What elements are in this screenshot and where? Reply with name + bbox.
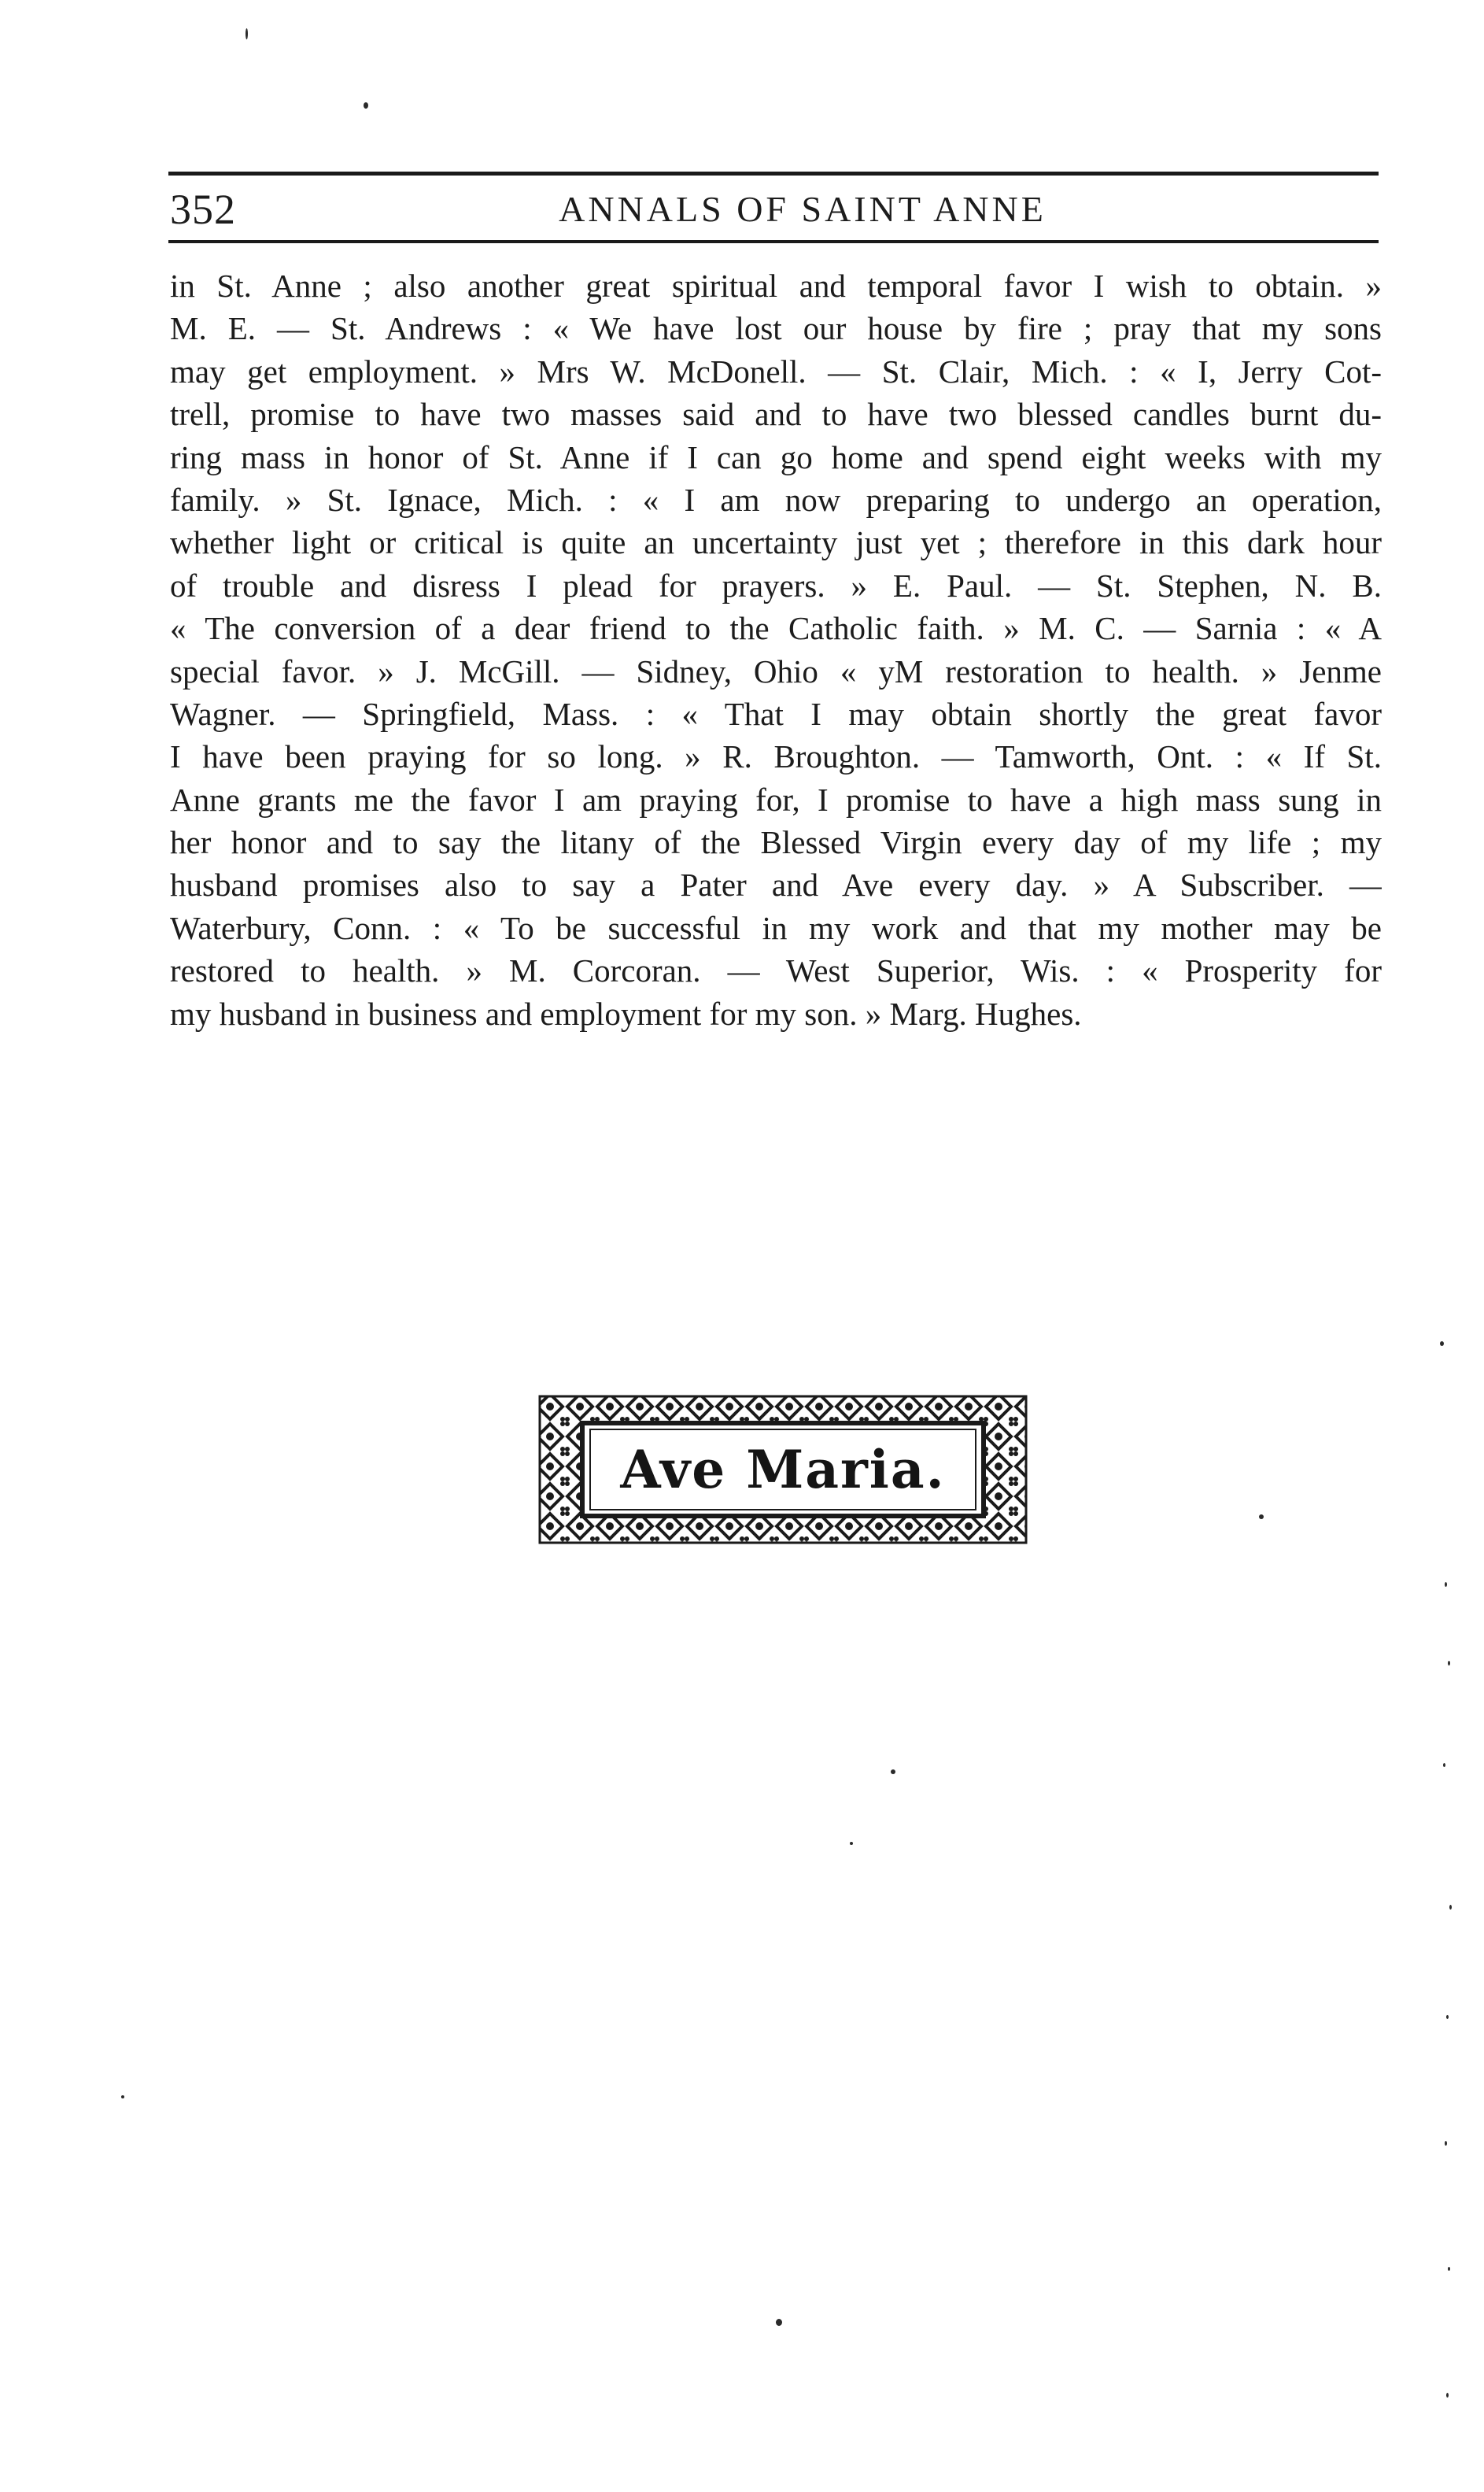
scan-speck <box>850 1842 853 1845</box>
text-line: whether light or critical is quite an uncertainty just yet ; therefore in this dark hour <box>170 524 1382 561</box>
text-line: husband promises also to say a Pater and Ave every day. » A Subscriber. — <box>170 867 1382 904</box>
text-line: her honor and to say the litany of the Blessed Virgin every day of my life ; my <box>170 824 1382 861</box>
text-line: Anne grants me the favor I am praying for, I promise to have a high mass sung in <box>170 781 1382 818</box>
scan-speck <box>1259 1514 1264 1519</box>
text-line: M. E. — St. Andrews : « We have lost our house by fire ; pray that my sons <box>170 310 1382 347</box>
scan-speck <box>891 1769 895 1774</box>
body-paragraph <box>170 264 1382 1035</box>
scan-speck <box>1448 2267 1450 2271</box>
ornament-title: Ave Maria. <box>620 1439 946 1500</box>
text-line: I have been praying for so long. » R. Broughton. — Tamworth, Ont. : « If St. <box>170 738 1382 775</box>
header-rule-top <box>168 172 1379 176</box>
text-line: Wagner. — Springfield, Mass. : « That I may obtain shortly the great favor <box>170 695 1382 732</box>
text-line: family. » St. Ignace, Mich. : « I am now preparing to undergo an operation, <box>170 481 1382 518</box>
text-line: trell, promise to have two masses said and to have two blessed candles burnt du- <box>170 396 1382 433</box>
scan-speck <box>364 102 368 109</box>
scan-speck <box>776 2319 782 2326</box>
text-line: special favor. » J. McGill. — Sidney, Ohio « yM restoration to health. » Jenme <box>170 653 1382 690</box>
header-rule-bottom <box>168 240 1379 243</box>
scan-speck <box>1448 1661 1450 1666</box>
text-line: my husband in business and employment for my son. » Marg. Hughes. <box>170 995 1082 1032</box>
scan-speck <box>1445 1582 1447 1587</box>
page-number: 352 <box>170 186 236 233</box>
text-line: restored to health. » M. Corcoran. — West Superior, Wis. : « Prosperity for <box>170 952 1382 989</box>
text-line: ring mass in honor of St. Anne if I can go home and spend eight weeks with my <box>170 438 1382 475</box>
scan-speck <box>1446 2015 1449 2019</box>
running-head: ANNALS OF SAINT ANNE <box>559 189 1047 229</box>
text-line: Waterbury, Conn. : « To be successful in my work and that my mother may be <box>170 909 1382 946</box>
ave-maria-ornament <box>535 1392 1031 1547</box>
scan-speck <box>1446 2393 1449 2398</box>
scan-speck <box>245 28 248 39</box>
scan-speck <box>1443 1763 1445 1767</box>
scan-speck <box>121 2095 124 2098</box>
scan-speck <box>1449 1905 1452 1910</box>
text-line: may get employment. » Mrs W. McDonell. — St. Clair, Mich. : « I, Jerry Cot- <box>170 353 1382 390</box>
text-line: in St. Anne ; also another great spiritual and temporal favor I wish to obtain. » <box>170 268 1382 304</box>
text-line: « The conversion of a dear friend to the Catholic faith. » M. C. — Sarnia : « A <box>170 610 1382 647</box>
scan-speck <box>1440 1341 1444 1346</box>
scan-speck <box>1445 2141 1447 2146</box>
text-line: of trouble and disress I plead for prayers. » E. Paul. — St. Stephen, N. B. <box>170 567 1382 604</box>
